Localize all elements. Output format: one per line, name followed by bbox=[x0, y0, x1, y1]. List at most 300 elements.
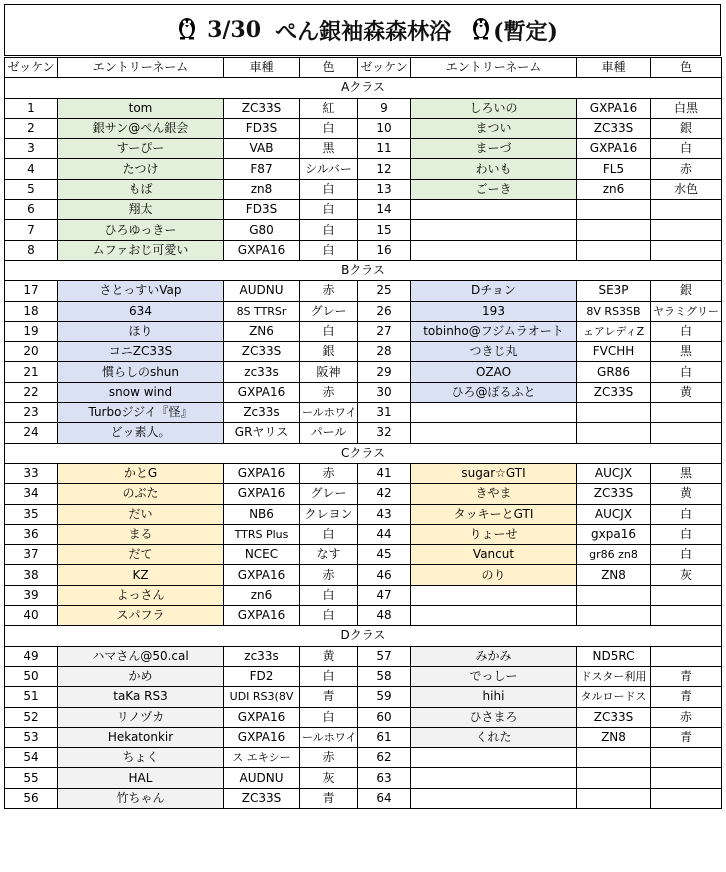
entry-name: snow wind bbox=[58, 382, 224, 402]
car-color: 白 bbox=[651, 504, 722, 524]
bib-number: 44 bbox=[358, 524, 411, 544]
car-color: 白 bbox=[300, 118, 358, 138]
entry-name: ひろゆっきー bbox=[58, 220, 224, 240]
car-model: ZN8 bbox=[577, 565, 651, 585]
car-color: ールホワイ bbox=[300, 727, 358, 747]
bib-number: 56 bbox=[5, 788, 58, 808]
entry-row bbox=[5, 707, 722, 727]
entry-table bbox=[4, 57, 722, 809]
bib-number: 58 bbox=[358, 666, 411, 686]
entry-row bbox=[5, 788, 722, 808]
bib-number: 51 bbox=[5, 687, 58, 707]
bib-number: 46 bbox=[358, 565, 411, 585]
bib-number: 19 bbox=[5, 321, 58, 341]
entry-name: ちょく bbox=[58, 748, 224, 768]
car-color: シルバー bbox=[300, 159, 358, 179]
entry-name: OZAO bbox=[411, 362, 577, 382]
bib-number: 29 bbox=[358, 362, 411, 382]
car-model: UDI RS3(8V bbox=[224, 687, 300, 707]
car-color: 赤 bbox=[300, 382, 358, 402]
bib-number: 13 bbox=[358, 179, 411, 199]
header-bib: ゼッケン bbox=[358, 58, 411, 78]
car-color: 灰 bbox=[300, 768, 358, 788]
entry-row bbox=[5, 463, 722, 483]
entry-name: くれた bbox=[411, 727, 577, 747]
entry-row bbox=[5, 220, 722, 240]
entry-name: Hekatonkir bbox=[58, 727, 224, 747]
car-color: 青 bbox=[651, 666, 722, 686]
car-model: zn6 bbox=[224, 585, 300, 605]
bib-number: 10 bbox=[358, 118, 411, 138]
car-model: ZC33S bbox=[224, 98, 300, 118]
car-color: 銀 bbox=[300, 342, 358, 362]
car-model: GR86 bbox=[577, 362, 651, 382]
bib-number: 55 bbox=[5, 768, 58, 788]
car-model: gr86 zn8 bbox=[577, 545, 651, 565]
car-model bbox=[577, 606, 651, 626]
car-model bbox=[577, 423, 651, 443]
car-model: ND5RC bbox=[577, 646, 651, 666]
entry-row bbox=[5, 606, 722, 626]
entry-name: 銀サン@ぺん銀会 bbox=[58, 118, 224, 138]
car-model: GXPA16 bbox=[224, 463, 300, 483]
car-model: AUDNU bbox=[224, 768, 300, 788]
car-model: ZC33S bbox=[577, 382, 651, 402]
car-color: 青 bbox=[300, 788, 358, 808]
bib-number: 47 bbox=[358, 585, 411, 605]
entry-name: まつい bbox=[411, 118, 577, 138]
bib-number: 9 bbox=[358, 98, 411, 118]
car-color bbox=[651, 748, 722, 768]
bib-number: 15 bbox=[358, 220, 411, 240]
header-entry-name: エントリーネーム bbox=[58, 58, 224, 78]
car-model: FVCHH bbox=[577, 342, 651, 362]
car-color: 白 bbox=[300, 707, 358, 727]
car-color: 白 bbox=[300, 585, 358, 605]
header-bib: ゼッケン bbox=[5, 58, 58, 78]
car-model: FD3S bbox=[224, 200, 300, 220]
entry-row bbox=[5, 565, 722, 585]
car-model: NB6 bbox=[224, 504, 300, 524]
car-color: 白 bbox=[300, 524, 358, 544]
car-model: ZC33S bbox=[577, 484, 651, 504]
car-color: 白 bbox=[651, 321, 722, 341]
car-model: zc33s bbox=[224, 362, 300, 382]
car-model: SE3P bbox=[577, 281, 651, 301]
class-section-label: Dクラス bbox=[5, 626, 722, 646]
car-color: 黒 bbox=[651, 342, 722, 362]
car-color: 青 bbox=[651, 687, 722, 707]
car-model: zn6 bbox=[577, 179, 651, 199]
car-color: 黒 bbox=[300, 139, 358, 159]
car-model: FD3S bbox=[224, 118, 300, 138]
bib-number: 53 bbox=[5, 727, 58, 747]
header-color: 色 bbox=[300, 58, 358, 78]
car-color: 青 bbox=[300, 687, 358, 707]
car-model: GXPA16 bbox=[577, 98, 651, 118]
entry-name: だい bbox=[58, 504, 224, 524]
entry-name: りょーせ bbox=[411, 524, 577, 544]
entry-row bbox=[5, 362, 722, 382]
entry-name: だて bbox=[58, 545, 224, 565]
car-model bbox=[577, 240, 651, 260]
entry-row bbox=[5, 159, 722, 179]
entry-name: hihi bbox=[411, 687, 577, 707]
header-car: 車種 bbox=[577, 58, 651, 78]
entry-row bbox=[5, 484, 722, 504]
car-color bbox=[651, 220, 722, 240]
class-section-row bbox=[5, 260, 722, 280]
car-model: FL5 bbox=[577, 159, 651, 179]
bib-number: 43 bbox=[358, 504, 411, 524]
car-model: GXPA16 bbox=[224, 484, 300, 504]
class-section-row bbox=[5, 443, 722, 463]
entry-name: きやま bbox=[411, 484, 577, 504]
bib-number: 54 bbox=[5, 748, 58, 768]
bib-number: 48 bbox=[358, 606, 411, 626]
car-color bbox=[651, 646, 722, 666]
bib-number: 3 bbox=[5, 139, 58, 159]
entry-row bbox=[5, 382, 722, 402]
car-model: ZC33S bbox=[577, 118, 651, 138]
bib-number: 4 bbox=[5, 159, 58, 179]
car-model: TTRS Plus bbox=[224, 524, 300, 544]
penguin-icon bbox=[469, 14, 493, 46]
bib-number: 35 bbox=[5, 504, 58, 524]
bib-number: 50 bbox=[5, 666, 58, 686]
car-model: ZC33S bbox=[224, 788, 300, 808]
car-model: GXPA16 bbox=[224, 606, 300, 626]
entry-name: リノヅカ bbox=[58, 707, 224, 727]
entry-name bbox=[411, 423, 577, 443]
bib-number: 42 bbox=[358, 484, 411, 504]
car-model: FD2 bbox=[224, 666, 300, 686]
car-model: GXPA16 bbox=[224, 240, 300, 260]
car-color: 銀 bbox=[651, 281, 722, 301]
car-color bbox=[651, 606, 722, 626]
entry-name: のり bbox=[411, 565, 577, 585]
car-color: 赤 bbox=[300, 463, 358, 483]
car-color: 紅 bbox=[300, 98, 358, 118]
entry-row bbox=[5, 748, 722, 768]
entry-row bbox=[5, 301, 722, 321]
car-model: GRヤリス bbox=[224, 423, 300, 443]
entry-name: どッ素人。 bbox=[58, 423, 224, 443]
bib-number: 16 bbox=[358, 240, 411, 260]
car-color: 白 bbox=[300, 179, 358, 199]
entry-row bbox=[5, 585, 722, 605]
car-color: 白 bbox=[651, 545, 722, 565]
car-model: GXPA16 bbox=[224, 382, 300, 402]
title-date: 3/30 bbox=[207, 17, 262, 43]
entry-name: スパフラ bbox=[58, 606, 224, 626]
car-color: 青 bbox=[651, 727, 722, 747]
bib-number: 26 bbox=[358, 301, 411, 321]
car-color: ールホワイ bbox=[300, 403, 358, 423]
car-model: GXPA16 bbox=[224, 565, 300, 585]
entry-name: のぶた bbox=[58, 484, 224, 504]
bib-number: 31 bbox=[358, 403, 411, 423]
entry-name bbox=[411, 200, 577, 220]
car-color: 阪神 bbox=[300, 362, 358, 382]
entry-name bbox=[411, 585, 577, 605]
bib-number: 5 bbox=[5, 179, 58, 199]
car-color bbox=[651, 423, 722, 443]
car-model: zc33s bbox=[224, 646, 300, 666]
car-model: 8S TTRSr bbox=[224, 301, 300, 321]
car-model: ZN6 bbox=[224, 321, 300, 341]
entry-name: コニZC33S bbox=[58, 342, 224, 362]
entry-name bbox=[411, 748, 577, 768]
car-color: 白 bbox=[300, 606, 358, 626]
bib-number: 60 bbox=[358, 707, 411, 727]
car-color: 赤 bbox=[300, 748, 358, 768]
entry-name: かとG bbox=[58, 463, 224, 483]
entry-name: ごーき bbox=[411, 179, 577, 199]
car-color: 黄 bbox=[300, 646, 358, 666]
entry-name: ひさまろ bbox=[411, 707, 577, 727]
car-color: ヤラミグリー bbox=[651, 301, 722, 321]
entry-name: Turboジジイ『怪』 bbox=[58, 403, 224, 423]
entry-row bbox=[5, 727, 722, 747]
bib-number: 32 bbox=[358, 423, 411, 443]
car-model: GXPA16 bbox=[224, 707, 300, 727]
entry-name: わいも bbox=[411, 159, 577, 179]
entry-name: sugar☆GTI bbox=[411, 463, 577, 483]
bib-number: 37 bbox=[5, 545, 58, 565]
bib-number: 22 bbox=[5, 382, 58, 402]
car-color: 白 bbox=[300, 240, 358, 260]
entry-name: KZ bbox=[58, 565, 224, 585]
car-color: 白 bbox=[651, 362, 722, 382]
car-color: 白 bbox=[300, 666, 358, 686]
entry-row bbox=[5, 403, 722, 423]
car-model bbox=[577, 220, 651, 240]
bib-number: 38 bbox=[5, 565, 58, 585]
car-model: AUCJX bbox=[577, 504, 651, 524]
entry-name: すーぴー bbox=[58, 139, 224, 159]
car-color: 赤 bbox=[300, 565, 358, 585]
class-section-label: Cクラス bbox=[5, 443, 722, 463]
car-color: 白 bbox=[651, 139, 722, 159]
bib-number: 33 bbox=[5, 463, 58, 483]
entry-row bbox=[5, 281, 722, 301]
entry-name: かめ bbox=[58, 666, 224, 686]
bib-number: 28 bbox=[358, 342, 411, 362]
car-color bbox=[651, 585, 722, 605]
entry-name: しろいの bbox=[411, 98, 577, 118]
car-color: 黒 bbox=[651, 463, 722, 483]
entry-name bbox=[411, 403, 577, 423]
car-color: 赤 bbox=[651, 159, 722, 179]
car-model: NCEC bbox=[224, 545, 300, 565]
car-color: 赤 bbox=[651, 707, 722, 727]
car-model: ス エキシー bbox=[224, 748, 300, 768]
entry-name: 634 bbox=[58, 301, 224, 321]
car-color: 白 bbox=[300, 220, 358, 240]
car-color: 黄 bbox=[651, 484, 722, 504]
car-color bbox=[651, 788, 722, 808]
car-color: 白 bbox=[300, 200, 358, 220]
entry-row bbox=[5, 524, 722, 544]
car-color: 白 bbox=[651, 524, 722, 544]
header-entry-name: エントリーネーム bbox=[411, 58, 577, 78]
bib-number: 64 bbox=[358, 788, 411, 808]
car-model: ZC33S bbox=[577, 707, 651, 727]
entry-name: 竹ちゃん bbox=[58, 788, 224, 808]
class-section-row bbox=[5, 78, 722, 98]
bib-number: 45 bbox=[358, 545, 411, 565]
entry-name: 翔太 bbox=[58, 200, 224, 220]
bib-number: 14 bbox=[358, 200, 411, 220]
bib-number: 21 bbox=[5, 362, 58, 382]
entry-row bbox=[5, 545, 722, 565]
bib-number: 62 bbox=[358, 748, 411, 768]
car-model: VAB bbox=[224, 139, 300, 159]
entry-name: ほり bbox=[58, 321, 224, 341]
car-color bbox=[651, 240, 722, 260]
car-color: クレヨン bbox=[300, 504, 358, 524]
car-color: パール bbox=[300, 423, 358, 443]
car-model: gxpa16 bbox=[577, 524, 651, 544]
header-color: 色 bbox=[651, 58, 722, 78]
bib-number: 2 bbox=[5, 118, 58, 138]
car-model: ZC33S bbox=[224, 342, 300, 362]
entry-name bbox=[411, 606, 577, 626]
car-color: 赤 bbox=[300, 281, 358, 301]
car-model: Zc33s bbox=[224, 403, 300, 423]
car-color bbox=[651, 768, 722, 788]
header-row bbox=[5, 58, 722, 78]
entry-name: さとっすいVap bbox=[58, 281, 224, 301]
entry-name: たつけ bbox=[58, 159, 224, 179]
bib-number: 63 bbox=[358, 768, 411, 788]
entry-name: よっさん bbox=[58, 585, 224, 605]
entry-name: tobinho@フジムラオート bbox=[411, 321, 577, 341]
car-model: ェアレディZ bbox=[577, 321, 651, 341]
car-model bbox=[577, 748, 651, 768]
bib-number: 24 bbox=[5, 423, 58, 443]
car-color: 銀 bbox=[651, 118, 722, 138]
car-model bbox=[577, 403, 651, 423]
class-section-label: Bクラス bbox=[5, 260, 722, 280]
car-model: zn8 bbox=[224, 179, 300, 199]
bib-number: 12 bbox=[358, 159, 411, 179]
car-model: ドスター利用 bbox=[577, 666, 651, 686]
entry-name: Dチョン bbox=[411, 281, 577, 301]
entry-row bbox=[5, 646, 722, 666]
bib-number: 27 bbox=[358, 321, 411, 341]
entry-name: もぱ bbox=[58, 179, 224, 199]
car-color: 白 bbox=[300, 321, 358, 341]
class-section-label: Aクラス bbox=[5, 78, 722, 98]
entry-row bbox=[5, 200, 722, 220]
entry-name: まる bbox=[58, 524, 224, 544]
entry-row bbox=[5, 98, 722, 118]
car-model: F87 bbox=[224, 159, 300, 179]
bib-number: 23 bbox=[5, 403, 58, 423]
bib-number: 41 bbox=[358, 463, 411, 483]
entry-name: 慣らしのshun bbox=[58, 362, 224, 382]
entry-name: tom bbox=[58, 98, 224, 118]
bib-number: 30 bbox=[358, 382, 411, 402]
entry-row bbox=[5, 423, 722, 443]
bib-number: 1 bbox=[5, 98, 58, 118]
bib-number: 59 bbox=[358, 687, 411, 707]
entry-name: Vancut bbox=[411, 545, 577, 565]
bib-number: 49 bbox=[5, 646, 58, 666]
entry-row bbox=[5, 139, 722, 159]
car-color: 黄 bbox=[651, 382, 722, 402]
car-color: 灰 bbox=[651, 565, 722, 585]
car-model: GXPA16 bbox=[577, 139, 651, 159]
entry-name: つきじ丸 bbox=[411, 342, 577, 362]
entry-row bbox=[5, 321, 722, 341]
title-text: ぺん銀袖森森林浴 bbox=[275, 18, 452, 45]
car-color bbox=[651, 403, 722, 423]
entry-row bbox=[5, 240, 722, 260]
car-color: グレー bbox=[300, 301, 358, 321]
bib-number: 18 bbox=[5, 301, 58, 321]
entry-name: タッキーとGTI bbox=[411, 504, 577, 524]
bib-number: 6 bbox=[5, 200, 58, 220]
car-model: ZN8 bbox=[577, 727, 651, 747]
bib-number: 7 bbox=[5, 220, 58, 240]
bib-number: 34 bbox=[5, 484, 58, 504]
class-section-row bbox=[5, 626, 722, 646]
entry-name bbox=[411, 788, 577, 808]
bib-number: 57 bbox=[358, 646, 411, 666]
bib-number: 39 bbox=[5, 585, 58, 605]
entry-name: まーづ bbox=[411, 139, 577, 159]
bib-number: 20 bbox=[5, 342, 58, 362]
car-model bbox=[577, 768, 651, 788]
entry-row bbox=[5, 687, 722, 707]
car-model: GXPA16 bbox=[224, 727, 300, 747]
entry-row bbox=[5, 504, 722, 524]
car-color: グレー bbox=[300, 484, 358, 504]
bib-number: 17 bbox=[5, 281, 58, 301]
car-model bbox=[577, 585, 651, 605]
entry-name bbox=[411, 220, 577, 240]
entry-name: ひろ@ぽるふと bbox=[411, 382, 577, 402]
car-color: 水色 bbox=[651, 179, 722, 199]
entry-name bbox=[411, 768, 577, 788]
entry-row bbox=[5, 768, 722, 788]
bib-number: 52 bbox=[5, 707, 58, 727]
car-model: G80 bbox=[224, 220, 300, 240]
car-model: 8V RS3SB bbox=[577, 301, 651, 321]
bib-number: 61 bbox=[358, 727, 411, 747]
entry-name: ムファおじ可愛い bbox=[58, 240, 224, 260]
bib-number: 40 bbox=[5, 606, 58, 626]
entry-row bbox=[5, 179, 722, 199]
header-car: 車種 bbox=[224, 58, 300, 78]
penguin-icon bbox=[175, 14, 199, 46]
car-model bbox=[577, 200, 651, 220]
entry-name: taKa RS3 bbox=[58, 687, 224, 707]
car-model: AUCJX bbox=[577, 463, 651, 483]
entry-name: でっしー bbox=[411, 666, 577, 686]
entry-row bbox=[5, 666, 722, 686]
car-model: AUDNU bbox=[224, 281, 300, 301]
car-color: なす bbox=[300, 545, 358, 565]
entry-name: HAL bbox=[58, 768, 224, 788]
entry-name: ハマさん@50.cal bbox=[58, 646, 224, 666]
bib-number: 11 bbox=[358, 139, 411, 159]
car-color bbox=[651, 200, 722, 220]
entry-row bbox=[5, 118, 722, 138]
